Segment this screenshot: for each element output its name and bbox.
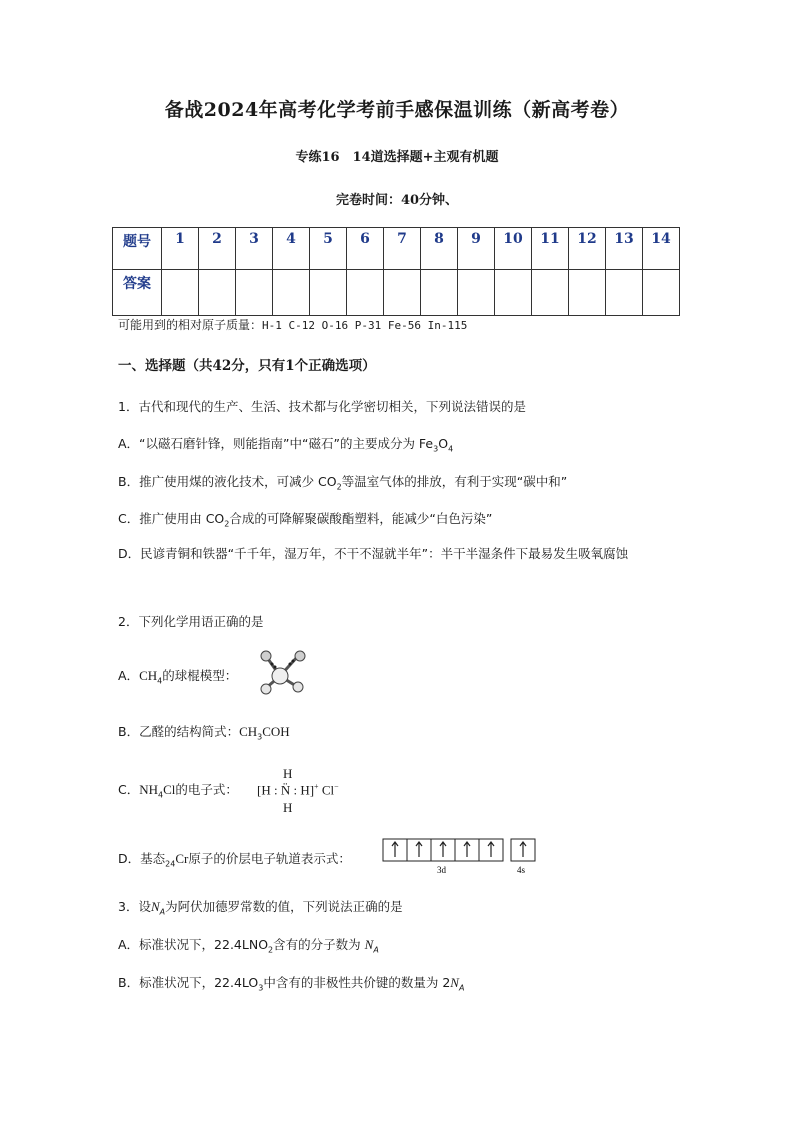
answer-table [112, 227, 680, 316]
chloride: Cl [321, 782, 335, 798]
section-heading: 一、选择题（共42分，只有1个正确选项） [118, 358, 376, 374]
question-3-option-a [118, 935, 379, 955]
subscript: 2 [336, 482, 342, 492]
question-number-cell: 5 [310, 228, 347, 270]
answer-cell[interactable] [495, 270, 532, 316]
subscript: 2 [224, 519, 230, 529]
subscript: 2 [268, 945, 274, 955]
atomic-masses-values: H-1 C-12 O-16 P-31 Fe-56 In-115 [262, 319, 468, 332]
spin-up-arrows [392, 842, 526, 857]
answer-cell[interactable] [606, 270, 643, 316]
minus-charge: − [334, 782, 339, 791]
ammonium-bracket: [H : N̈ : H] [257, 782, 315, 798]
question-2-option-a [118, 666, 237, 686]
answer-cell[interactable] [643, 270, 680, 316]
cr-orbital-diagram [382, 838, 542, 878]
subscript: 3 [433, 444, 439, 454]
question-number-cell: 12 [569, 228, 606, 270]
subscript: A [458, 983, 465, 993]
question-1-option-c [118, 509, 492, 529]
answer-cell[interactable] [421, 270, 458, 316]
plus-charge: + [314, 782, 319, 791]
question-number-cell: 2 [199, 228, 236, 270]
label-3d: 3d [437, 865, 446, 875]
answer-cell[interactable] [458, 270, 495, 316]
subscript: A [159, 907, 166, 917]
subscript: 4 [157, 676, 163, 686]
avogadro-symbol: N [150, 899, 160, 914]
answer-cell[interactable] [199, 270, 236, 316]
formula: Cl [163, 782, 176, 797]
exam-time: 完卷时间：40分钟、 [335, 193, 459, 208]
question-1-option-b [118, 472, 567, 492]
question-2-option-b [118, 722, 290, 742]
atomic-masses-label: 可能用到的相对原子质量： [118, 318, 263, 332]
question-number-cell: 13 [606, 228, 643, 270]
question-2-option-d [118, 849, 351, 869]
subscript: 4 [158, 790, 164, 800]
question-number-cell: 1 [162, 228, 199, 270]
answer-cell[interactable] [162, 270, 199, 316]
question-number-cell: 10 [495, 228, 532, 270]
answer-cell[interactable] [310, 270, 347, 316]
avogadro-symbol: N [450, 975, 459, 990]
label-4s: 4s [517, 865, 526, 875]
question-1-option-a [118, 434, 453, 454]
option-text: 中含有的非极性共价键的数量为 2 [263, 975, 451, 990]
option-text: 含有的分子数为 [273, 937, 361, 952]
formula: COH [262, 724, 290, 739]
document-subtitle: 专练16 14道选择题+主观有机题 [295, 150, 499, 165]
question-number-cell: 3 [236, 228, 273, 270]
question-number-cell: 14 [643, 228, 680, 270]
subscript: A [373, 945, 379, 955]
subscript: 3 [258, 983, 264, 993]
answer-header: 答案 [113, 270, 162, 316]
document-title: 备战2024年高考化学考前手感保温训练（新高考卷） [164, 99, 630, 121]
option-text: A．标准状况下，22.4LNO [118, 937, 269, 952]
option-text: B．推广使用煤的液化技术，可减少 CO [118, 474, 337, 489]
option-text: B．标准状况下，22.4LO [118, 975, 259, 990]
formula: NH [139, 782, 159, 797]
option-text: 的球棍模型： [162, 668, 238, 683]
answer-cell[interactable] [532, 270, 569, 316]
formula: CH [239, 724, 258, 739]
atomic-number: 24 [165, 859, 176, 869]
subscript: 4 [448, 444, 454, 454]
option-text: 等温室气体的排放，有利于实现“碳中和” [341, 474, 568, 489]
question-1-stem: 1．古代和现代的生产、生活、技术都与化学密切相关，下列说法错误的是 [118, 399, 526, 414]
option-text: A． [118, 668, 140, 683]
question-3-option-b [118, 973, 464, 993]
subscript: 3 [257, 732, 263, 742]
question-number-cell: 11 [532, 228, 569, 270]
ch4-ball-stick-model [256, 650, 312, 696]
question-1-option-d: D．民谚青铜和铁器“千千年，湿万年，不干不湿就半年”：半干半湿条件下最易发生吸氧腐蚀 [118, 546, 629, 561]
option-text: D．基态 [118, 851, 166, 866]
option-text: 合成的可降解聚碳酸酯塑料，能减少“白色污染” [229, 511, 493, 526]
answer-cell[interactable] [569, 270, 606, 316]
option-text: A．“以磁石磨针锋，则能指南”中“磁石”的主要成分为 Fe [118, 436, 434, 451]
formula: CH [139, 668, 158, 683]
question-3-stem [118, 897, 403, 917]
answer-table-header-row [113, 228, 680, 270]
answer-cell[interactable] [347, 270, 384, 316]
avogadro-symbol: N [364, 937, 374, 952]
option-text: 原子的价层电子轨道表示式： [188, 851, 351, 866]
option-text: 的电子式： [175, 782, 238, 797]
option-text: C．推广使用由 CO [118, 511, 225, 526]
answer-cell[interactable] [384, 270, 421, 316]
hydrogen-top: H [283, 766, 293, 781]
option-text: C． [118, 782, 140, 797]
electron-formula-middle [257, 782, 339, 798]
question-number-cell: 7 [384, 228, 421, 270]
question-number-cell: 9 [458, 228, 495, 270]
option-text: O [438, 436, 449, 451]
question-number-cell: 6 [347, 228, 384, 270]
answer-table-answer-row [113, 270, 680, 316]
element-symbol: Cr [175, 851, 189, 866]
answer-cell[interactable] [273, 270, 310, 316]
question-number-header: 题号 [113, 228, 162, 270]
option-text: B．乙醛的结构简式： [118, 724, 240, 739]
question-2-stem: 2．下列化学用语正确的是 [118, 614, 264, 629]
question-2-option-c [118, 780, 238, 800]
question-number-cell: 8 [421, 228, 458, 270]
hydrogen-bottom: H [283, 800, 293, 815]
atomic-masses-line [118, 316, 467, 333]
answer-cell[interactable] [236, 270, 273, 316]
option-text: 为阿伏加德罗常数的值，下列说法正确的是 [165, 899, 403, 914]
option-text: 3．设 [118, 899, 151, 914]
question-number-cell: 4 [273, 228, 310, 270]
